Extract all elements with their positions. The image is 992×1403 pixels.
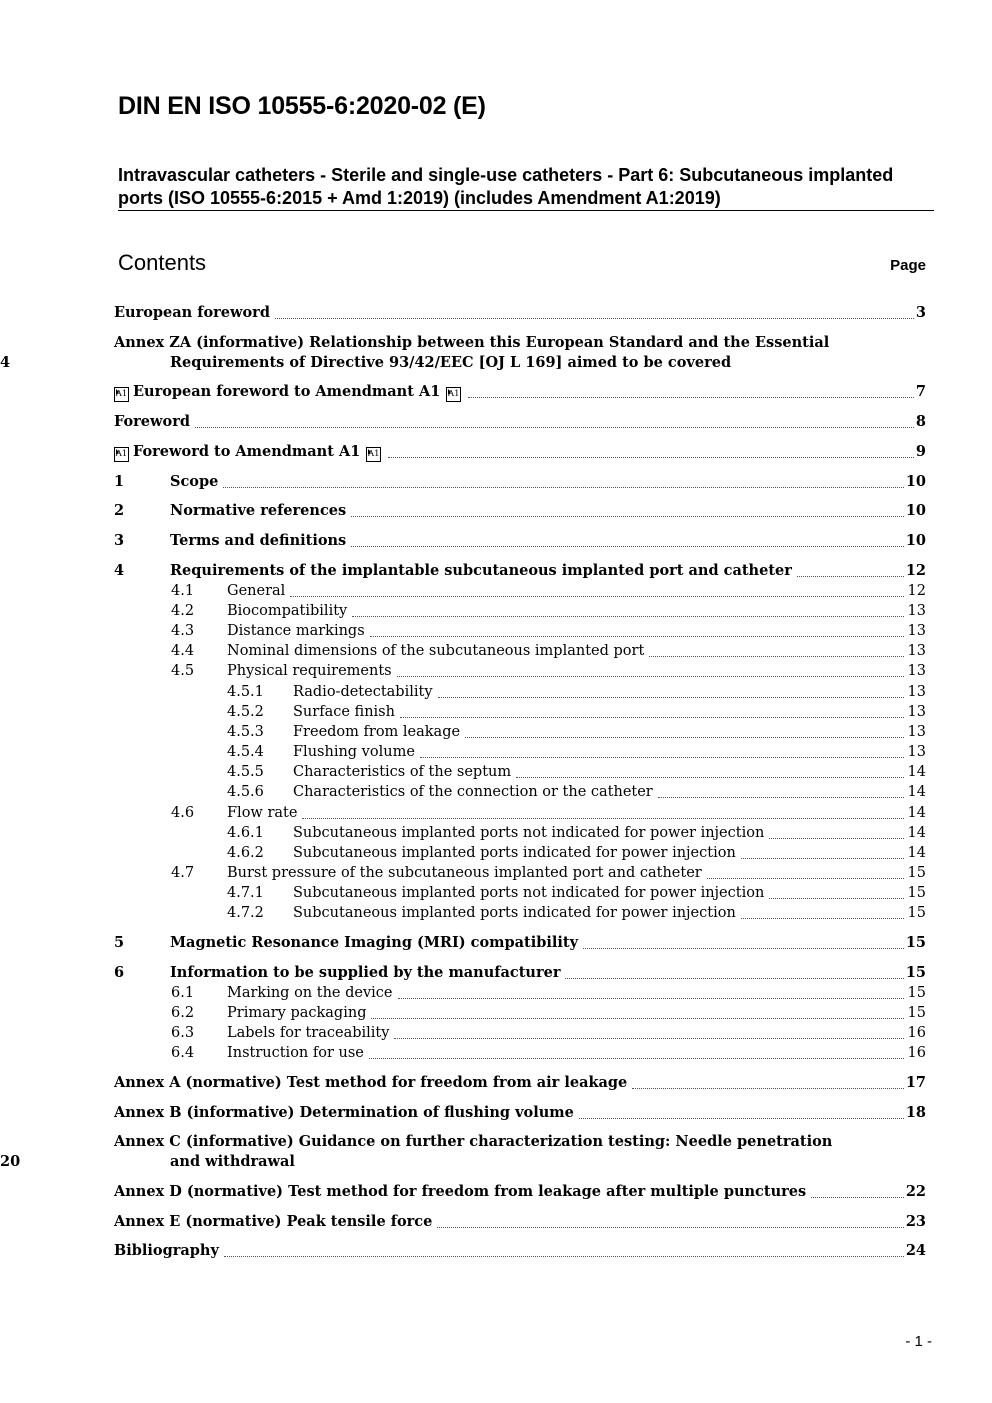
dot-leader bbox=[224, 1236, 904, 1257]
amendment-marker-icon: A1 bbox=[446, 387, 461, 402]
dot-leader bbox=[398, 978, 904, 999]
toc-entry-number: 4.5 bbox=[171, 663, 195, 679]
toc-entry-page: 10 bbox=[905, 502, 926, 519]
toc-entry-title: and withdrawal bbox=[170, 1153, 295, 1170]
toc-entry-page: 16 bbox=[907, 1025, 926, 1041]
toc-entry-page: 7 bbox=[915, 383, 926, 400]
dot-leader bbox=[438, 677, 904, 698]
page-number: - 1 - bbox=[905, 1333, 932, 1350]
toc-entry-title: Subcutaneous implanted ports indicated for power injection bbox=[293, 905, 736, 921]
dot-leader bbox=[797, 556, 904, 577]
toc-entry-continuation[interactable] bbox=[0, 353, 992, 373]
toc-entry[interactable] bbox=[0, 531, 992, 551]
toc-entry-number: 1 bbox=[114, 473, 125, 490]
toc-entry-number: 4.5.5 bbox=[227, 764, 264, 780]
toc-entry-number: 4.5.6 bbox=[227, 784, 264, 800]
toc-entry-title: Surface finish bbox=[293, 704, 395, 720]
toc-entry-page: 22 bbox=[905, 1183, 926, 1200]
dot-leader bbox=[465, 717, 904, 738]
toc-entry-number: 4.5.2 bbox=[227, 704, 264, 720]
toc-entry-number: 6.4 bbox=[171, 1045, 195, 1061]
toc-entry[interactable] bbox=[0, 1043, 992, 1063]
toc-entry-title: Requirements of the implantable subcutaneous implanted port and catheter bbox=[170, 562, 792, 579]
toc-entry-page: 14 bbox=[907, 805, 926, 821]
toc-entry-title: Terms and definitions bbox=[170, 532, 347, 549]
toc-entry-page: 12 bbox=[907, 583, 926, 599]
document-subtitle: Intravascular catheters - Sterile and single-use catheters - Part 6: Subcutaneous implanted ports (ISO 10555-6:2015 + Amd 1:2019) (includes Amendment A1:2019) bbox=[118, 165, 894, 208]
toc-entry-title: Annex B (informative) Determination of flushing volume bbox=[114, 1104, 574, 1121]
toc-entry[interactable] bbox=[0, 1182, 992, 1202]
dot-leader bbox=[369, 1038, 904, 1059]
toc-entry[interactable] bbox=[0, 1132, 992, 1152]
contents-heading: Contents bbox=[118, 250, 207, 275]
toc-entry-page: 18 bbox=[905, 1104, 926, 1121]
toc-entry-page: 13 bbox=[907, 704, 926, 720]
toc-entry[interactable] bbox=[0, 1212, 992, 1232]
toc-entry-page: 16 bbox=[907, 1045, 926, 1061]
dot-leader bbox=[516, 757, 904, 778]
toc-entry-title: Characteristics of the connection or the catheter bbox=[293, 784, 653, 800]
toc-entry-title: Annex C (informative) Guidance on further characterization testing: Needle penetration bbox=[114, 1133, 833, 1150]
dot-leader bbox=[420, 737, 904, 758]
dot-leader bbox=[658, 777, 904, 798]
dot-leader bbox=[223, 467, 904, 488]
toc-entry-number: 4.5.4 bbox=[227, 744, 264, 760]
toc-entry[interactable] bbox=[0, 1103, 992, 1123]
toc-entry-page: 17 bbox=[905, 1074, 926, 1091]
dot-leader bbox=[565, 958, 904, 979]
toc-entry-number: 6.3 bbox=[171, 1025, 195, 1041]
dot-leader bbox=[275, 298, 914, 319]
toc-entry-number: 4.6.1 bbox=[227, 825, 264, 841]
toc-entry-page: 20 bbox=[0, 1153, 21, 1170]
toc-entry-page: 23 bbox=[905, 1213, 926, 1230]
toc-entry[interactable] bbox=[0, 1241, 992, 1261]
dot-leader bbox=[371, 998, 904, 1019]
dot-leader bbox=[195, 407, 914, 428]
toc-entry-title: Magnetic Resonance Imaging (MRI) compatibility bbox=[170, 934, 579, 951]
amendment-marker-icon: A1 bbox=[114, 387, 129, 402]
page-column-heading: Page bbox=[890, 257, 926, 274]
toc-entry-title: Characteristics of the septum bbox=[293, 764, 512, 780]
toc-entry-title: Marking on the device bbox=[227, 985, 393, 1001]
toc-entry-page: 15 bbox=[907, 865, 926, 881]
toc-entry-title: Flow rate bbox=[227, 805, 298, 821]
toc-entry-continuation[interactable] bbox=[0, 1152, 992, 1172]
toc-entry-title: Physical requirements bbox=[227, 663, 392, 679]
toc-entry-page: 10 bbox=[905, 532, 926, 549]
toc-entry-title: Nominal dimensions of the subcutaneous implanted port bbox=[227, 643, 645, 659]
dot-leader bbox=[769, 878, 904, 899]
toc-entry-title: Annex D (normative) Test method for freedom from leakage after multiple punctures bbox=[114, 1183, 807, 1200]
toc-entry-title: European foreword bbox=[114, 304, 270, 321]
toc-entry-title: Freedom from leakage bbox=[293, 724, 461, 740]
toc-entry-page: 10 bbox=[905, 473, 926, 490]
toc-entry[interactable] bbox=[0, 472, 992, 492]
amendment-marker-icon: A1 bbox=[114, 447, 129, 462]
dot-leader bbox=[468, 377, 914, 398]
toc-entry-title: Subcutaneous implanted ports not indicated for power injection bbox=[293, 825, 765, 841]
dot-leader bbox=[400, 697, 904, 718]
toc-entry-page: 15 bbox=[907, 985, 926, 1001]
toc-entry-title: Subcutaneous implanted ports indicated for power injection bbox=[293, 845, 736, 861]
dot-leader bbox=[388, 437, 914, 458]
toc-entry-title: Annex ZA (informative) Relationship between this European Standard and the Essential bbox=[114, 334, 830, 351]
toc-entry-number: 6 bbox=[114, 964, 125, 981]
dot-leader bbox=[583, 928, 904, 949]
toc-entry-title: Burst pressure of the subcutaneous implanted port and catheter bbox=[227, 865, 702, 881]
toc-entry[interactable] bbox=[0, 442, 992, 462]
toc-entry-number: 4.2 bbox=[171, 603, 195, 619]
toc-entry-number: 6.2 bbox=[171, 1005, 195, 1021]
dot-leader bbox=[394, 1018, 904, 1039]
toc-entry-number: 4.7 bbox=[171, 865, 195, 881]
dot-leader bbox=[290, 576, 904, 597]
dot-leader bbox=[302, 798, 904, 819]
toc-entry-number: 4.5.1 bbox=[227, 684, 264, 700]
toc-entry-number: 3 bbox=[114, 532, 125, 549]
toc-entry-number: 2 bbox=[114, 502, 125, 519]
toc-entry-title: Requirements of Directive 93/42/EEC [OJ L 169] aimed to be covered bbox=[170, 354, 732, 371]
dot-leader bbox=[741, 898, 904, 919]
dot-leader bbox=[370, 616, 904, 637]
dot-leader bbox=[352, 596, 904, 617]
document-title: DIN EN ISO 10555-6:2020-02 (E) bbox=[118, 92, 486, 120]
toc-entry-number: 4.1 bbox=[171, 583, 195, 599]
dot-leader bbox=[351, 496, 904, 517]
toc-entry-title: General bbox=[227, 583, 286, 599]
toc-entry-page: 12 bbox=[905, 562, 926, 579]
toc-entry-page: 14 bbox=[907, 764, 926, 780]
toc-entry-page: 13 bbox=[907, 724, 926, 740]
toc-entry-page: 8 bbox=[915, 413, 926, 430]
toc-entry-number: 4 bbox=[114, 562, 125, 579]
dot-leader bbox=[811, 1177, 904, 1198]
toc-entry-title: Bibliography bbox=[114, 1242, 219, 1259]
toc-entry-page: 14 bbox=[907, 845, 926, 861]
toc-entry-page: 13 bbox=[907, 603, 926, 619]
toc-entry[interactable] bbox=[0, 333, 992, 353]
toc-entry-title: Scope bbox=[170, 473, 219, 490]
toc-entry-page: 14 bbox=[907, 825, 926, 841]
toc-entry-number: 4.5.3 bbox=[227, 724, 264, 740]
toc-entry-title: A1 Foreword to Amendmant A1 A1 bbox=[115, 443, 380, 460]
toc-entry-page: 13 bbox=[907, 684, 926, 700]
toc-entry-title: Biocompatibility bbox=[227, 603, 348, 619]
toc-entry-page: 3 bbox=[915, 304, 926, 321]
toc-entry-title: Primary packaging bbox=[227, 1005, 367, 1021]
toc-entry-title: Distance markings bbox=[227, 623, 365, 639]
dot-leader bbox=[649, 636, 904, 657]
dot-leader bbox=[351, 526, 904, 547]
dot-leader bbox=[579, 1098, 904, 1119]
toc-entry-page: 15 bbox=[905, 964, 926, 981]
toc-entry[interactable] bbox=[0, 382, 992, 402]
toc-entry-title: Annex E (normative) Peak tensile force bbox=[114, 1213, 433, 1230]
toc-entry-title: Subcutaneous implanted ports not indicated for power injection bbox=[293, 885, 765, 901]
toc-entry-number: 5 bbox=[114, 934, 125, 951]
toc-entry-number: 4.7.1 bbox=[227, 885, 264, 901]
toc-entry-page: 9 bbox=[915, 443, 926, 460]
dot-leader bbox=[632, 1068, 904, 1089]
toc-entry-page: 13 bbox=[907, 663, 926, 679]
toc-entry-title: Flushing volume bbox=[293, 744, 415, 760]
toc-entry-page: 15 bbox=[907, 905, 926, 921]
toc-entry-title: Annex A (normative) Test method for freedom from air leakage bbox=[114, 1074, 628, 1091]
toc-entry-number: 4.3 bbox=[171, 623, 195, 639]
toc-entry-title: Information to be supplied by the manufacturer bbox=[170, 964, 561, 981]
toc-entry-title: Normative references bbox=[170, 502, 347, 519]
toc-entry-number: 4.6.2 bbox=[227, 845, 264, 861]
toc-entry-title: Instruction for use bbox=[227, 1045, 364, 1061]
toc-entry-number: 4.6 bbox=[171, 805, 195, 821]
toc-entry-page: 13 bbox=[907, 623, 926, 639]
toc-entry-title: Foreword bbox=[114, 413, 190, 430]
dot-leader bbox=[707, 858, 904, 879]
toc-entry[interactable] bbox=[0, 1073, 992, 1093]
toc-entry-title: Radio-detectability bbox=[293, 684, 433, 700]
amendment-marker-icon: A1 bbox=[366, 447, 381, 462]
toc-entry-page: 24 bbox=[905, 1242, 926, 1259]
toc-entry-page: 13 bbox=[907, 744, 926, 760]
dot-leader bbox=[437, 1207, 904, 1228]
toc-entry-number: 6.1 bbox=[171, 985, 195, 1001]
toc-entry[interactable] bbox=[0, 303, 992, 323]
toc-entry-page: 14 bbox=[907, 784, 926, 800]
dot-leader bbox=[769, 818, 904, 839]
toc-entry-number: 4.7.2 bbox=[227, 905, 264, 921]
toc-entry-page: 15 bbox=[907, 885, 926, 901]
toc-entry[interactable] bbox=[0, 412, 992, 432]
toc-entry-title: Labels for traceability bbox=[227, 1025, 390, 1041]
toc-entry[interactable] bbox=[0, 903, 992, 923]
toc-entry-page: 4 bbox=[0, 354, 11, 371]
toc-entry-page: 15 bbox=[907, 1005, 926, 1021]
dot-leader bbox=[397, 656, 904, 677]
toc-entry[interactable] bbox=[0, 933, 992, 953]
toc-entry-title: A1 European foreword to Amendmant A1 A1 bbox=[115, 383, 460, 400]
toc-entry[interactable] bbox=[0, 501, 992, 521]
toc-entry-number: 4.4 bbox=[171, 643, 195, 659]
toc-entry-page: 15 bbox=[905, 934, 926, 951]
dot-leader bbox=[741, 838, 904, 859]
toc-entry-page: 13 bbox=[907, 643, 926, 659]
